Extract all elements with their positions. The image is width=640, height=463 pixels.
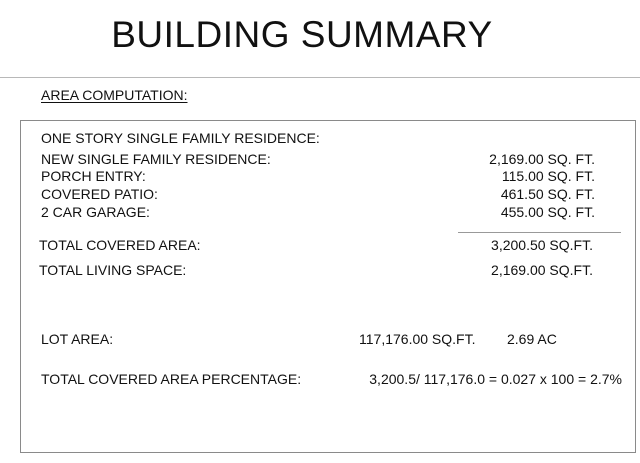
title-divider <box>0 77 640 78</box>
residence-heading: ONE STORY SINGLE FAMILY RESIDENCE: <box>41 130 320 146</box>
item-label-garage: 2 CAR GARAGE: <box>41 204 150 220</box>
lot-area-sqft: 117,176.00 SQ.FT. <box>359 331 476 347</box>
percentage-label: TOTAL COVERED AREA PERCENTAGE: <box>41 371 302 387</box>
page-title: BUILDING SUMMARY <box>111 14 493 55</box>
item-value-new-residence: 2,169.00 SQ. FT. <box>489 151 595 167</box>
item-label-new-residence: NEW SINGLE FAMILY RESIDENCE: <box>41 151 271 167</box>
total-covered-label: TOTAL COVERED AREA: <box>39 237 201 253</box>
total-covered-value: 3,200.50 SQ.FT. <box>491 237 593 253</box>
total-living-value: 2,169.00 SQ.FT. <box>491 262 593 278</box>
total-living-label: TOTAL LIVING SPACE: <box>39 262 187 278</box>
section-label: AREA COMPUTATION: <box>41 87 188 103</box>
lot-area-label: LOT AREA: <box>41 331 114 347</box>
item-label-porch-entry: PORCH ENTRY: <box>41 168 146 184</box>
sum-divider <box>458 232 621 233</box>
item-value-covered-patio: 461.50 SQ. FT. <box>500 186 595 202</box>
lot-area-acres: 2.69 AC <box>507 331 557 347</box>
item-value-porch-entry: 115.00 SQ. FT. <box>501 168 595 184</box>
item-label-covered-patio: COVERED PATIO: <box>41 186 158 202</box>
item-value-garage: 455.00 SQ. FT. <box>500 204 595 220</box>
percentage-formula: 3,200.5/ 117,176.0 = 0.027 x 100 = 2.7% <box>369 371 622 387</box>
